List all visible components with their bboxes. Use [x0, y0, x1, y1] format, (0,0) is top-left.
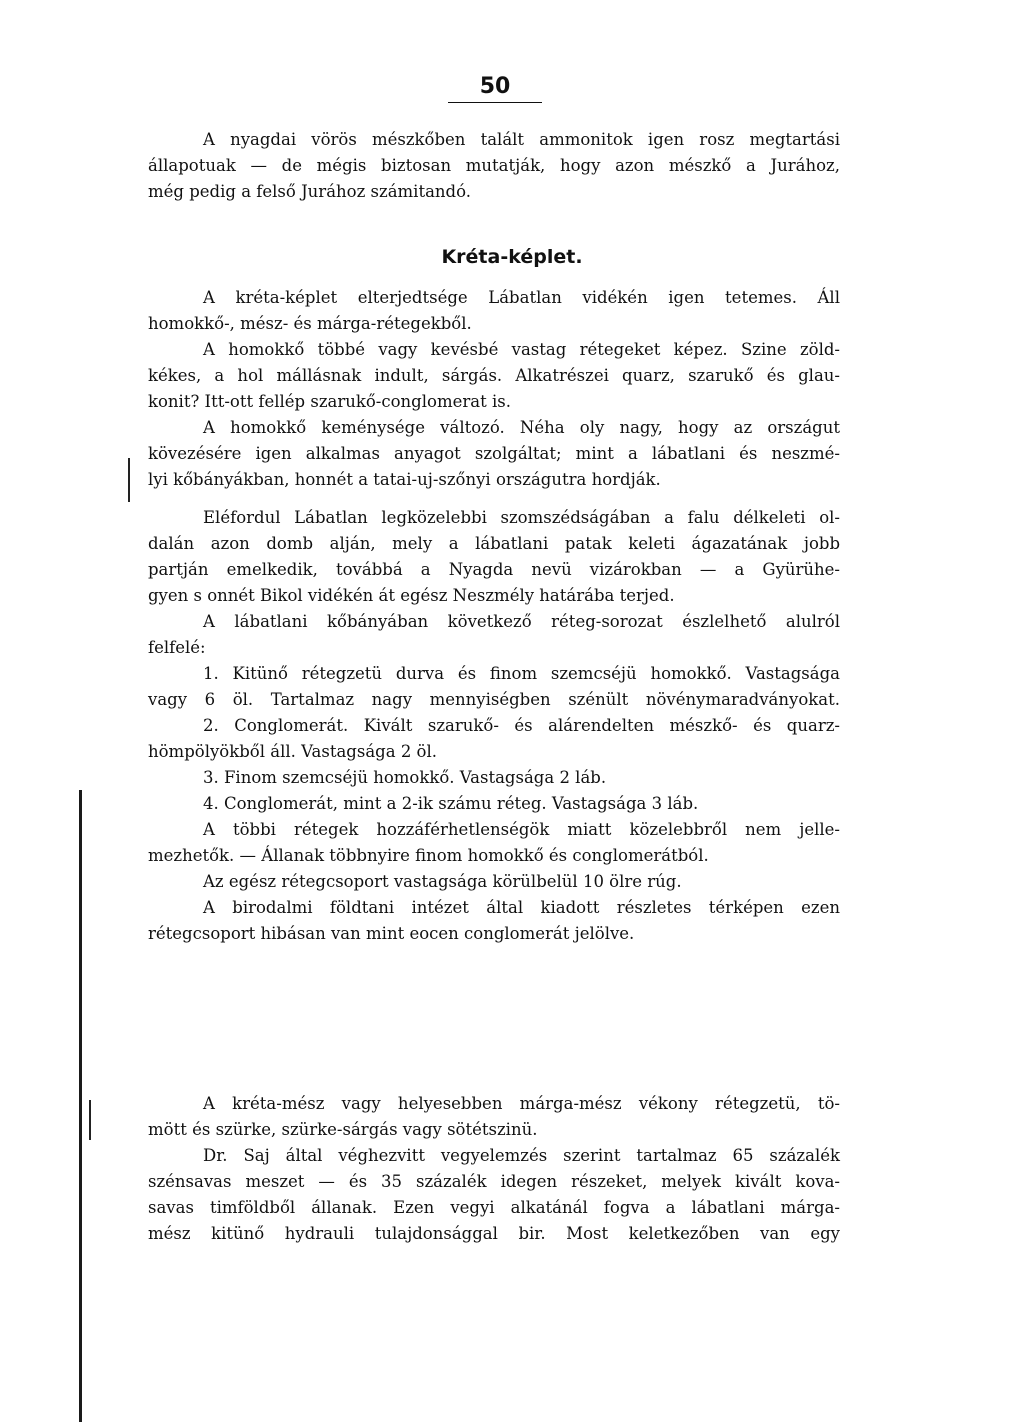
section-heading: Kréta-képlet. — [441, 246, 583, 268]
page-number: 50 — [448, 74, 542, 103]
text-line: A kréta-képlet elterjedtsége Lábatlan vidékén igen tetemes. Áll — [203, 288, 840, 307]
text-line: 2. Conglomerát. Kivált szarukő- és alárendelten mészkő- és quarz- — [203, 716, 840, 735]
text-line: kékes, a hol mállásnak indult, sárgás. Alkatrészei quarz, szarukő és glau- — [148, 366, 840, 385]
text-line: A homokkő keménysége változó. Néha oly nagy, hogy az országut — [203, 418, 840, 437]
text-line: A birodalmi földtani intézet által kiadott részletes térképen ezen — [203, 898, 840, 917]
text-line: kövezésére igen alkalmas anyagot szolgáltat; mint a lábatlani és neszmé- — [148, 444, 840, 463]
text-line: homokkő-, mész- és márga-rétegekből. — [148, 314, 472, 333]
text-line: savas timföldből állanak. Ezen vegyi alkatánál fogva a lábatlani márga- — [148, 1198, 840, 1217]
text-line: Dr. Saj által véghezvitt vegyelemzés szerint tartalmaz 65 százalék — [203, 1146, 840, 1165]
text-line: Eléfordul Lábatlan legközelebbi szomszédságában a falu délkeleti ol- — [203, 508, 840, 527]
text-line: Az egész rétegcsoport vastagsága körülbelül 10 ölre rúg. — [203, 872, 682, 891]
page-edge-shadow — [79, 790, 82, 1422]
text-line: A nyagdai vörös mészkőben talált ammonitok igen rosz megtartási — [203, 130, 840, 149]
text-line: 1. Kitünő rétegzetü durva és finom szemcséjü homokkő. Vastagsága — [203, 664, 840, 683]
text-line: dalán azon domb alján, mely a lábatlani patak keleti ágazatának jobb — [148, 534, 840, 553]
text-line: konit? Itt-ott fellép szarukő-conglomerat is. — [148, 392, 511, 411]
text-line: állapotuak — de mégis biztosan mutatják, hogy azon mészkő a Jurához, — [148, 156, 840, 175]
text-line: A lábatlani kőbányában következő réteg-sorozat észlelhető alulról — [203, 612, 840, 631]
text-line: mész kitünő hydrauli tulajdonsággal bir. Most keletkezőben van egy — [148, 1224, 840, 1243]
text-line: mezhetők. — Állanak többnyire finom homokkő és conglomerátból. — [148, 846, 709, 865]
text-line: A homokkő többé vagy kevésbé vastag rétegeket képez. Szine zöld- — [203, 340, 840, 359]
text-line: vagy 6 öl. Tartalmaz nagy mennyiségben szénült növénymaradványokat. — [148, 690, 840, 709]
text-line: hömpölyökből áll. Vastagsága 2 öl. — [148, 742, 438, 761]
text-line: még pedig a felső Jurához számitandó. — [148, 182, 471, 201]
text-line: rétegcsoport hibásan van mint eocen conglomerát jelölve. — [148, 924, 635, 943]
text-line: partján emelkedik, továbbá a Nyagda nevü vizárokban — a Gyürühe- — [148, 560, 840, 579]
text-line: A kréta-mész vagy helyesebben márga-mész vékony rétegzetü, tö- — [203, 1094, 840, 1113]
text-line: 3. Finom szemcséjü homokkő. Vastagsága 2 láb. — [203, 768, 607, 787]
text-line: felfelé: — [148, 638, 206, 657]
text-line: mött és szürke, szürke-sárgás vagy sötétszinü. — [148, 1120, 538, 1139]
margin-mark — [89, 1100, 91, 1140]
text-line: A többi rétegek hozzáférhetlenségök miatt közelebbről nem jelle- — [203, 820, 840, 839]
text-line: gyen s onnét Bikol vidékén át egész Neszmély határába terjed. — [148, 586, 675, 605]
text-line: lyi kőbányákban, honnét a tatai-uj-szőnyi országutra hordják. — [148, 470, 661, 489]
text-line: szénsavas meszet — és 35 százalék idegen részeket, melyek kivált kova- — [148, 1172, 840, 1191]
text-line: 4. Conglomerát, mint a 2-ik számu réteg. Vastagsága 3 láb. — [203, 794, 699, 813]
margin-mark — [128, 458, 130, 502]
